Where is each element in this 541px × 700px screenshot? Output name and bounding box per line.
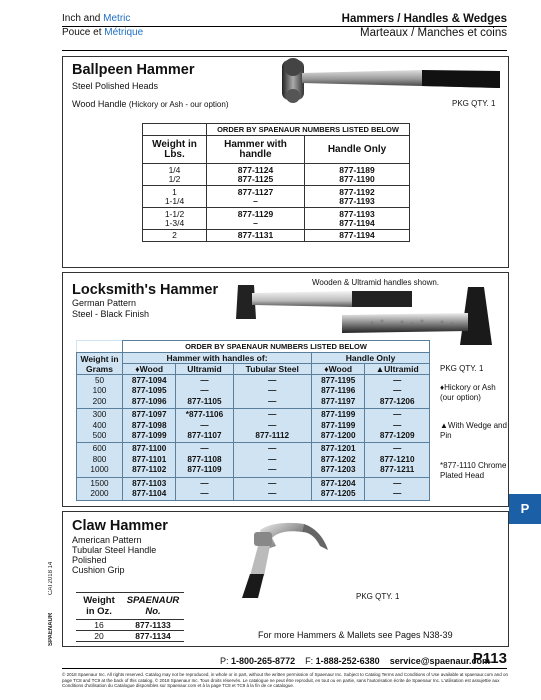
cell-value: — xyxy=(268,396,277,406)
part-number: 877-1133 xyxy=(122,620,184,631)
table-row xyxy=(143,230,410,242)
cell-value: 877-1101 xyxy=(132,454,167,464)
ballpeen-subtitle: Steel Polished Heads xyxy=(72,81,159,91)
col-handle-only: Handle Only xyxy=(305,136,410,164)
cell-value: 877-1094 xyxy=(131,376,167,385)
part-number: 877-1189 xyxy=(339,164,375,175)
table-row-group xyxy=(77,477,430,501)
cell-value: — xyxy=(268,410,277,420)
cell-value: 500 xyxy=(92,431,107,441)
weight: 1-1/4 xyxy=(164,195,185,206)
handle-note-small: (Hickory or Ash - our option) xyxy=(128,100,229,109)
weight: 1/4 xyxy=(168,164,181,175)
table-row-group xyxy=(77,375,430,409)
cell-value: 600 xyxy=(92,444,107,454)
cell-value: 877-1097 xyxy=(131,410,167,420)
cell-value: 877-1103 xyxy=(132,478,167,488)
header-pouce: Pouce et xyxy=(62,27,105,38)
part-number xyxy=(123,375,176,409)
cell-value: 877-1200 xyxy=(320,431,356,441)
col-spaenaur-no xyxy=(122,593,184,620)
ballpeen-table xyxy=(142,123,410,242)
sub-tubular-steel: Tubular Steel xyxy=(233,364,312,375)
cell-value: 877-1099 xyxy=(131,431,167,441)
cell-value: 50 xyxy=(94,376,105,385)
cell-value: 877-1105 xyxy=(187,396,222,406)
weight xyxy=(77,375,123,409)
header-divider xyxy=(62,26,507,27)
header-inch: Inch and xyxy=(62,13,104,24)
part-number xyxy=(233,477,312,501)
claw-title: Claw Hammer xyxy=(72,518,168,534)
cell-value: 877-1104 xyxy=(132,489,167,499)
cell-value: — xyxy=(200,420,209,430)
col-weight-grams: Weight in Grams xyxy=(77,353,123,375)
cell-value: 877-1202 xyxy=(320,454,356,464)
part-number xyxy=(312,477,365,501)
part-number xyxy=(365,477,430,501)
cell-value: 100 xyxy=(92,386,107,396)
cell-value: 877-1210 xyxy=(379,454,415,464)
cell-value: 877-1095 xyxy=(131,386,167,396)
ballpeen-hammer-image xyxy=(272,58,502,104)
part-number xyxy=(365,443,430,477)
cell-value: — xyxy=(200,444,209,454)
fax-label: F: xyxy=(305,656,314,666)
sub-handle-wood: ♦Wood xyxy=(312,364,365,375)
weight: 1-1/2 xyxy=(164,208,185,219)
table-row-group xyxy=(77,443,430,477)
table-row xyxy=(76,631,184,642)
table-row-group xyxy=(77,409,430,443)
part-number xyxy=(312,375,365,409)
cell-value: 877-1109 xyxy=(187,465,222,475)
sub-ultramid: Ultramid xyxy=(176,364,233,375)
cell-value: 400 xyxy=(92,420,107,430)
phone-number[interactable]: 1-800-265-8772 xyxy=(231,656,296,666)
part-number xyxy=(176,477,233,501)
note-chrome-plated: *877-1110 Chrome Plated Head xyxy=(440,461,507,480)
cell-value: *877-1106 xyxy=(185,410,224,420)
sub-handle-ultramid: ▲Ultramid xyxy=(365,364,430,375)
cell-value: — xyxy=(393,420,402,430)
part-number xyxy=(123,443,176,477)
part-number xyxy=(233,443,312,477)
cell-value: 877-1211 xyxy=(380,465,415,475)
part-number: 877-1194 xyxy=(305,230,410,242)
weight: 16 xyxy=(76,620,122,631)
spaenaur-no-label: SPAENAUR No. xyxy=(126,595,180,617)
handle-note-main: Wood Handle xyxy=(72,99,127,109)
weight xyxy=(77,409,123,443)
cell-value: 877-1098 xyxy=(131,420,167,430)
col-hammer-with-handle: Hammer with handle xyxy=(207,136,305,164)
col-weight-oz: Weight in Oz. xyxy=(76,593,122,620)
cell-value: — xyxy=(393,478,402,488)
fax-number: 1-888-252-6380 xyxy=(315,656,380,666)
cell-value: 877-1102 xyxy=(132,465,167,475)
weight: 1/2 xyxy=(168,173,181,184)
cell-value: 877-1209 xyxy=(379,431,415,441)
locksmith-table-caption: ORDER BY SPAENAUR NUMBERS LISTED BELOW xyxy=(123,341,430,353)
part-number: 877-1193 xyxy=(339,208,375,219)
cell-value: — xyxy=(268,489,277,499)
weight xyxy=(77,443,123,477)
cell-value: 877-1100 xyxy=(132,444,167,454)
cell-value: 877-1204 xyxy=(320,478,356,488)
cell-value: 300 xyxy=(92,410,107,420)
ballpeen-table-caption: ORDER BY SPAENAUR NUMBERS LISTED BELOW xyxy=(207,124,410,136)
part-number xyxy=(123,477,176,501)
claw-pkg-qty: PKG QTY. 1 xyxy=(356,592,400,601)
cell-value: 877-1196 xyxy=(321,386,356,396)
weight xyxy=(77,477,123,501)
ballpeen-title: Ballpeen Hammer xyxy=(72,62,195,78)
footer-contact xyxy=(220,656,490,666)
cell-value: — xyxy=(268,386,277,396)
col-handle-only: Handle Only xyxy=(312,353,430,364)
ballpeen-handle-note xyxy=(72,99,228,110)
locksmith-table xyxy=(76,340,430,501)
weight: 2 xyxy=(143,230,207,242)
weight: 1 xyxy=(172,186,177,197)
catalog-code: CAT2018 14 xyxy=(48,561,54,595)
locksmith-pkg-qty: PKG QTY. 1 xyxy=(440,364,484,373)
table-row xyxy=(76,620,184,631)
note-with-wedge-and-pin: ▲With Wedge and Pin xyxy=(440,421,507,440)
locksmith-subtitle-1: German Pattern xyxy=(72,298,137,308)
cell-value: — xyxy=(393,444,402,454)
section-title-fr: Marteaux / Manches et coins xyxy=(359,27,507,39)
part-number xyxy=(312,443,365,477)
claw-line-2: Tubular Steel Handle xyxy=(72,545,157,555)
weight: 20 xyxy=(76,631,122,642)
col-weight-lbs: Weight in Lbs. xyxy=(143,136,207,164)
cell-value: 877-1195 xyxy=(321,376,356,385)
part-number: 877-1134 xyxy=(122,631,184,642)
cell-value: — xyxy=(268,444,277,454)
claw-line-3: Polished xyxy=(72,555,107,565)
claw-line-4: Cushion Grip xyxy=(72,565,125,575)
cell-value: 877-1108 xyxy=(187,454,222,464)
phone-label: P: xyxy=(220,656,229,666)
cell-value: — xyxy=(200,376,209,385)
section-tab-p[interactable]: P xyxy=(509,494,541,524)
cell-value: — xyxy=(268,478,277,488)
part-number xyxy=(233,409,312,443)
header-metric: Metric xyxy=(103,13,131,24)
part-number: 877-1125 xyxy=(237,173,274,184)
claw-hammer-image xyxy=(224,520,334,600)
part-number xyxy=(123,409,176,443)
part-number: 877-1192 xyxy=(339,186,375,197)
part-number: 877-1131 xyxy=(207,230,305,242)
locksmith-image-caption: Wooden & Ultramid handles shown. xyxy=(312,278,440,287)
cell-value: 877-1107 xyxy=(187,431,222,441)
table-row xyxy=(143,208,410,230)
cell-value: 1000 xyxy=(90,465,109,475)
part-number xyxy=(176,443,233,477)
cell-value: — xyxy=(393,376,402,385)
cell-value: 200 xyxy=(92,396,107,406)
cell-value: — xyxy=(268,454,277,464)
cell-value: 877-1206 xyxy=(379,396,415,406)
cell-value: 877-1199 xyxy=(321,410,356,420)
cell-value: 800 xyxy=(92,454,107,464)
cell-value: 2000 xyxy=(90,489,109,499)
legal-text: © 2018 Spaenaur Inc. All rights reserved. Catalog may not be reproduced, in whole or in part, without the written permission of Spaenaur Inc. Subject to Catalog Terms and Conditions of Use available at spaenaur.com and on page TC8 and TC9 at the back of this catalog. © 2018 Spaenaur Inc. Tous droits réservés. Le catalogue ne peut être reproduit, en tout ou en partie, sans l'autorisation écrite de Spaenaur Inc. L'utilisation est assujettie aux Conditions d'utilisation du Catalogue disponibles sur Spaenaur.com et à la page TC8 et TC9 à la fin de ce catalogue. xyxy=(62,672,508,688)
page-number: P113 xyxy=(472,650,507,667)
cell-value: 1500 xyxy=(90,478,109,488)
part-number: 877-1127 xyxy=(237,186,274,197)
part-number xyxy=(365,409,430,443)
table-row xyxy=(143,186,410,208)
weight: 1-3/4 xyxy=(164,217,185,228)
brand-vertical: SPAENAUR xyxy=(48,612,54,646)
claw-line-1: American Pattern xyxy=(72,535,142,545)
sub-wood: ♦Wood xyxy=(123,364,176,375)
note-hickory-or-ash: ♦Hickory or Ash (our option) xyxy=(440,383,496,402)
part-number: 877-1124 xyxy=(237,164,274,175)
footer-divider xyxy=(62,668,507,669)
cell-value: — xyxy=(200,478,209,488)
part-number xyxy=(365,375,430,409)
locksmith-title: Locksmith's Hammer xyxy=(72,282,219,298)
cell-value: — xyxy=(268,420,277,430)
table-row xyxy=(143,164,410,186)
cell-value: — xyxy=(393,386,402,396)
part-number: – xyxy=(253,195,258,206)
cell-value: — xyxy=(200,386,209,396)
cell-value: 877-1197 xyxy=(321,396,356,406)
header-divider-bottom xyxy=(62,50,507,51)
part-number xyxy=(233,375,312,409)
header-metrique: Métrique xyxy=(104,27,144,38)
section-title-en: Hammers / Handles & Wedges xyxy=(341,13,507,25)
part-number xyxy=(176,409,233,443)
locksmith-subtitle-2: Steel - Black Finish xyxy=(72,309,150,319)
part-number: 877-1129 xyxy=(237,208,274,219)
part-number: – xyxy=(253,217,258,228)
email-link[interactable]: service@spaenaur.com xyxy=(389,656,491,666)
cell-value: — xyxy=(393,489,402,499)
part-number: 877-1194 xyxy=(339,217,375,228)
part-number xyxy=(176,375,233,409)
part-number: 877-1193 xyxy=(339,195,375,206)
col-hammer-with-handles: Hammer with handles of: xyxy=(123,353,312,364)
cell-value: 877-1201 xyxy=(320,444,356,454)
ballpeen-pkg-qty: PKG QTY. 1 xyxy=(452,99,496,108)
cell-value: 877-1112 xyxy=(255,431,290,441)
more-hammers-link[interactable]: For more Hammers & Mallets see Pages N38-39 xyxy=(258,630,453,640)
cell-value: 877-1096 xyxy=(131,396,167,406)
cell-value: — xyxy=(268,376,277,385)
part-number: 877-1190 xyxy=(339,173,375,184)
cell-value: 877-1203 xyxy=(320,465,356,475)
cell-value: — xyxy=(200,489,209,499)
cell-value: 877-1205 xyxy=(320,489,356,499)
part-number xyxy=(312,409,365,443)
cell-value: 877-1199 xyxy=(321,420,356,430)
cell-value: — xyxy=(268,465,277,475)
cell-value: — xyxy=(393,410,402,420)
claw-table xyxy=(76,592,184,642)
